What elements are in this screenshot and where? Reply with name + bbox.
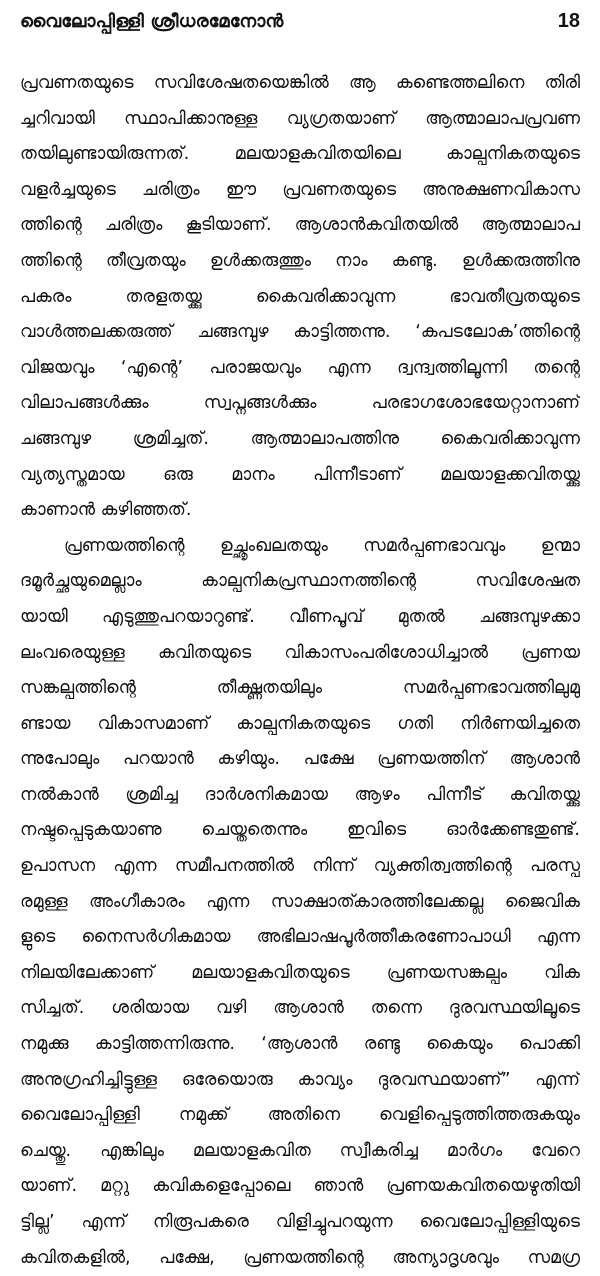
text-line: ചെയ്തു. എങ്കിലും മലയാളകവിത സ്വീകരിച്ച മാർഗം വേറെ [20, 1140, 580, 1161]
text-line: നൽകാൻ ശ്രമിച്ച ദാർശനികമായ ആഴം പിന്നീട് കവിതയ്ക്കു [20, 784, 580, 805]
text-line: ലംവരെയുള്ള കവിതയുടെ വികാസംപരിശോധിച്ചാൽ പ്രണയ [20, 642, 580, 663]
text-line: യാണ്. മറ്റു കവികളെപ്പോലെ ഞാൻ പ്രണയകവിതയെഴുതിയി [20, 1176, 580, 1197]
text-line: നിലയിലേക്കാണ് മലയാളകവിതയുടെ പ്രണയസങ്കല്പം വിക [20, 962, 580, 983]
text-line: അനുഗ്രഹിച്ചിട്ടുള്ള ഒരേയൊരു കാവ്യം ദുരവസ്ഥയാണ്” എന്ന് [20, 1069, 580, 1090]
text-line: വാൾത്തലക്കരുത്ത് ചങ്ങമ്പുഴ കാട്ടിത്തന്നു. ‘കപടലോക’ത്തിന്റെ [20, 322, 580, 343]
text-line: പ്രവണതയുടെ സവിശേഷതയെങ്കിൽ ആ കണ്ടെത്തലിനെ തിരി [20, 73, 580, 93]
paragraph [20, 529, 580, 1276]
text-line: വ്യത്യസ്തമായ ഒരു മാനം പിന്നീടാണ് മലയാളക്കവിതയ്ക്കു [20, 464, 580, 485]
paragraph [20, 66, 580, 529]
text-line: സങ്കല്പത്തിന്റെ തീക്ഷ്ണതയിലും സമർപ്പണഭാവത്തിലുമു [20, 678, 580, 699]
text-line: നമുക്കു കാട്ടിത്തന്നിരുന്നു. ‘ആശാൻ രണ്ടു കൈയും പൊക്കി [20, 1034, 580, 1055]
text-line: ഉപാസന എന്ന സമീപനത്തിൽ നിന്ന് വ്യക്തിത്വത്തിന്റെ പരസ്പ [20, 856, 580, 877]
running-head: വൈലോപ്പിള്ളി ശ്രീധരമേനോൻ [20, 10, 284, 32]
text-line: വിജയവും ‘എന്റെ’ പരാജയവും എന്ന ദ്വന്ദ്വത്തിലൂന്നി തന്റെ [20, 357, 580, 378]
text-line: ണ്ടായ വികാസമാണ് കാല്പനികതയുടെ ഗതി നിർണയിച്ചതെ [20, 713, 580, 734]
text-line: ച്ചറിവായി സ്ഥാപിക്കാനുള്ള വ്യഗ്രതയാണ് ആത്മാലാപപ്രവണ [20, 108, 580, 129]
page-header [20, 4, 580, 38]
body-text [20, 66, 580, 1276]
text-line: പ്രണയത്തിന്റെ ഉച്ഛൃംഖലതയും സമർപ്പണഭാവവും ഉന്മാ [64, 535, 580, 556]
text-line: കാണാൻ കഴിഞ്ഞത്. [20, 500, 192, 521]
text-line: കവിതകളിൽ, പക്ഷേ, പ്രണയത്തിന്റെ അന്യാദൃശവും സമഗ്ര [20, 1247, 580, 1268]
text-line: ത്തിന്റെ തീവ്രതയും ഉൾക്കരുത്തും നാം കണ്ടു. ഉൾക്കരുത്തിനു [20, 250, 580, 271]
text-line: നഷ്ടപ്പെടുകയാണു ചെയ്തതെന്നും ഇവിടെ ഓർക്കേണ്ടതുണ്ട്. [20, 820, 580, 841]
text-line: പകരം തരളതയ്ക്കു കൈവരിക്കാവുന്ന ഭാവതീവ്രതയുടെ [20, 286, 580, 307]
page-number: 18 [557, 9, 580, 32]
text-line: ദമൂർച്ഛയുമെല്ലാം കാല്പനികപ്രസ്ഥാനത്തിന്റെ സവിശേഷത [20, 571, 580, 592]
text-line: സിച്ചത്. ശരിയായ വഴി ആശാൻ തന്നെ ദുരവസ്ഥയിലൂടെ [20, 998, 580, 1019]
text-line: വിലാപങ്ങൾക്കും സ്വപ്നങ്ങൾക്കും പരഭാഗശോഭയേറ്റാനാണ് [20, 393, 580, 414]
text-line: യായി എടുത്തുപറയാറുണ്ട്. വീണപൂവ് മുതൽ ചങ്ങമ്പുഴക്കാ [20, 606, 580, 627]
text-line: ത്തിന്റെ ചരിത്രം കൂടിയാണ്. ആശാൻകവിതയിൽ ആത്മാലാപ [20, 215, 580, 236]
text-line: വളർച്ചയുടെ ചരിത്രം ഈ പ്രവണതയുടെ അനുക്ഷണവികാസ [20, 179, 580, 200]
text-line: ചങ്ങമ്പുഴ ശ്രമിച്ചത്. ആത്മാലാപത്തിനു കൈവരിക്കാവുന്ന [20, 428, 580, 449]
text-line: രമുള്ള അംഗീകാരം എന്ന സാക്ഷാത്കാരത്തിലേക്കല്ല ജൈവിക [20, 891, 580, 912]
text-line: തയിലുണ്ടായിരുന്നത്. മലയാളകവിതയിലെ കാല്പനികതയുടെ [20, 144, 580, 165]
text-line: ളുടെ നൈസർഗികമായ അഭിലാഷപൂർത്തീകരണോപാധി എന്ന [20, 927, 580, 948]
text-line: വൈലോപ്പിള്ളി നമുക്ക് അതിനെ വെളിപ്പെടുത്തിത്തരുകയും [20, 1105, 580, 1126]
text-line: ട്ടില്ല’ എന്ന് നിരൂപകരെ വിളിച്ചുപറയുന്ന വൈലോപ്പിള്ളിയുടെ [20, 1212, 580, 1232]
text-line: ന്നുപോലും പറയാൻ കഴിയും. പക്ഷേ പ്രണയത്തിന് ആശാൻ [20, 749, 580, 770]
